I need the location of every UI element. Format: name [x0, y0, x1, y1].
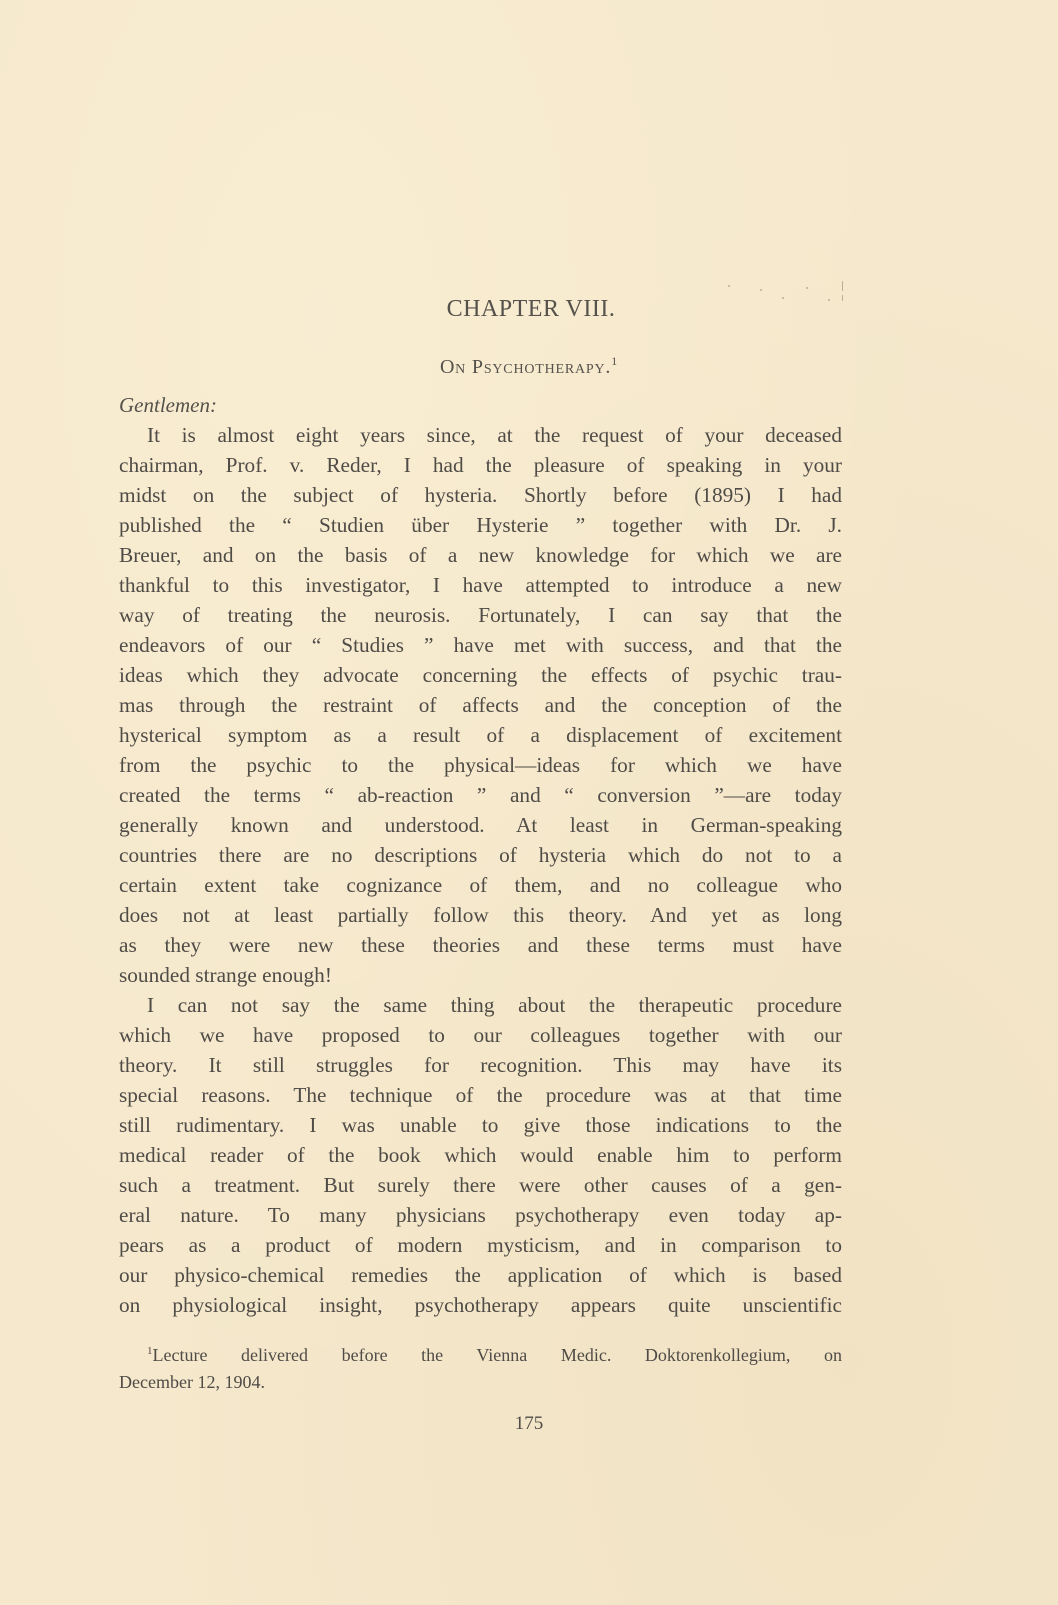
text-line: mas through the restraint of affects and the conception of the	[119, 693, 842, 717]
section-title	[0, 354, 1058, 379]
footnote-reference: 1	[611, 354, 619, 368]
text-line: from the psychic to the physical—ideas for which we have	[119, 753, 842, 777]
text-line: I can not say the same thing about the therapeutic procedure	[147, 993, 842, 1017]
paragraph-1	[119, 420, 842, 990]
text-line: created the terms “ ab-reaction ” and “ conversion ”—are today	[119, 783, 842, 807]
paragraph-2	[119, 990, 842, 1320]
chapter-title: CHAPTER VIII.	[446, 296, 616, 322]
text-line: ideas which they advocate concerning the effects of psychic trau-	[119, 663, 842, 687]
text-line: on physiological insight, psychotherapy appears quite unscientific	[119, 1293, 842, 1317]
salutation: Gentlemen:	[119, 393, 217, 417]
text-line: It is almost eight years since, at the request of your deceased	[147, 423, 842, 447]
body-text	[119, 420, 842, 1320]
text-line: way of treating the neurosis. Fortunately, I can say that the	[119, 603, 842, 627]
text-line: our physico-chemical remedies the application of which is based	[119, 1263, 842, 1287]
footnote-line: December 12, 1904.	[119, 1372, 265, 1392]
text-line: still rudimentary. I was unable to give those indications to the	[119, 1113, 842, 1137]
text-line: theory. It still struggles for recognition. This may have its	[119, 1053, 842, 1077]
text-line: special reasons. The technique of the procedure was at that time	[119, 1083, 842, 1107]
text-line: sounded strange enough!	[119, 963, 332, 987]
text-line: pears as a product of modern mysticism, and in comparison to	[119, 1233, 842, 1257]
page-number: 175	[514, 1413, 544, 1434]
text-line: medical reader of the book which would enable him to perform	[119, 1143, 842, 1167]
text-line: generally known and understood. At least in German-speaking	[119, 813, 842, 837]
text-line: which we have proposed to our colleagues together with our	[119, 1023, 842, 1047]
footnote-line	[119, 1338, 842, 1369]
section-title-text: On Psychotherapy.	[439, 356, 612, 378]
footnote-text: Lecture delivered before the Vienna Medic. Doktorenkollegium, on	[152, 1345, 842, 1365]
text-line: thankful to this investigator, I have attempted to introduce a new	[119, 573, 842, 597]
footnote	[119, 1338, 842, 1396]
text-line: eral nature. To many physicians psychotherapy even today ap-	[119, 1203, 842, 1227]
text-line: certain extent take cognizance of them, and no colleague who	[119, 873, 842, 897]
text-line: countries there are no descriptions of hysteria which do not to a	[119, 843, 842, 867]
footnote-marker: 1	[147, 1345, 153, 1357]
text-line: midst on the subject of hysteria. Shortly before (1895) I had	[119, 483, 842, 507]
text-line: published the “ Studien über Hysterie ” together with Dr. J.	[119, 513, 842, 537]
text-line: chairman, Prof. v. Reder, I had the pleasure of speaking in your	[119, 453, 842, 477]
text-line: endeavors of our “ Studies ” have met with success, and that the	[119, 633, 842, 657]
text-line: Breuer, and on the basis of a new knowledge for which we are	[119, 543, 842, 567]
text-line: as they were new these theories and these terms must have	[119, 933, 842, 957]
text-line: such a treatment. But surely there were other causes of a gen-	[119, 1173, 842, 1197]
text-line: does not at least partially follow this theory. And yet as long	[119, 903, 842, 927]
text-line: hysterical symptom as a result of a displacement of excitement	[119, 723, 842, 747]
